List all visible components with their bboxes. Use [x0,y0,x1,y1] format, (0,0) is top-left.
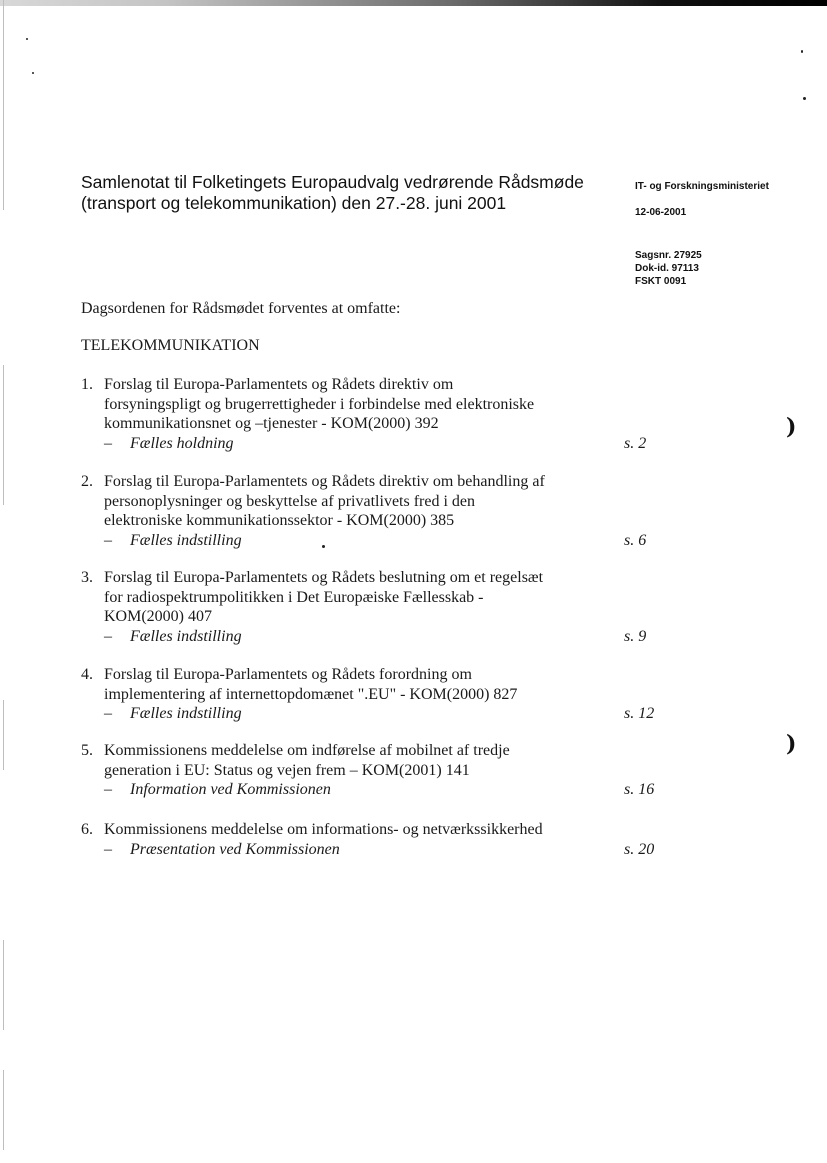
title-line: (transport og telekommunikation) den 27.-28. juni 2001 [81,193,507,213]
document-date: 12-06-2001 [635,207,687,218]
reference-block [635,249,702,288]
case-number: Sagsnr. 27925 [635,250,702,261]
page-reference: s. 9 [624,627,647,645]
dash-bullet: – [104,434,112,452]
scan-left-edge-line [3,365,4,505]
agenda-item-status [104,531,584,551]
agenda-item-number: 1. [81,376,93,393]
status-label: Fælles indstilling [130,627,242,645]
status-label: Information ved Kommissionen [130,781,331,798]
document-id: Dok-id. 97113 [635,263,699,274]
agenda-intro: Dagsordenen for Rådsmødet forventes at omfatte: [81,300,401,317]
margin-bracket-mark: ) [786,414,797,440]
scan-left-edge-line [3,1070,4,1150]
dash-bullet: – [104,840,112,858]
scan-speck [32,72,34,74]
section-title: TELEKOMMUNIKATION [81,337,260,354]
dash-bullet: – [104,705,112,722]
margin-bracket-mark: ) [786,731,797,757]
title-line: Samlenotat til Folketingets Europaudvalg vedrørende Rådsmøde [81,172,584,192]
agenda-item [81,472,721,550]
agenda-item-text: personoplysninger og beskyttelse af privatlivets fred i den [104,492,476,510]
agenda-item-number: 3. [81,569,93,586]
status-label: Fælles holdning [130,434,234,452]
scan-left-edge-line [3,0,4,210]
agenda-item-text: Forslag til Europa-Parlamentets og Rådets forordning om [104,666,472,683]
file-code: FSKT 0091 [635,276,687,287]
agenda-item-status [104,434,584,454]
page-reference: s. 20 [624,840,655,858]
status-label: Fælles indstilling [130,531,242,549]
scan-left-edge-line [3,700,4,770]
agenda-item-number: 6. [81,821,93,838]
agenda-item-number: 5. [81,742,93,759]
agenda-item-number: 4. [81,666,93,683]
agenda-item-text: kommunikationsnet og –tjenester - KOM(2000) 392 [104,415,439,432]
page-reference: s. 16 [624,780,655,798]
agenda-item-status [104,704,584,724]
agenda-item-status [104,627,584,647]
agenda-item-text: Kommissionens meddelelse om indførelse af mobilnet af tredje [104,742,510,759]
scan-top-edge [0,0,827,6]
agenda-item-text: for radiospektrumpolitikken i Det Europæiske Fællesskab - [104,588,484,606]
agenda-item-number: 2. [81,473,93,490]
scan-speck [801,50,803,53]
scan-speck [803,97,806,100]
scan-left-edge-line [3,940,4,1030]
agenda-item-text: elektroniske kommunikationssektor - KOM(2000) 385 [104,512,455,529]
agenda-item-text: forsyningspligt og brugerrettigheder i forbindelse med elektroniske [104,395,535,413]
status-label: Præsentation ved Kommissionen [130,840,340,858]
dash-bullet: – [104,781,112,798]
status-label: Fælles indstilling [130,705,242,722]
page-reference: s. 2 [624,434,647,452]
agenda-item-text: implementering af internettopdomænet ".EU" - KOM(2000) 827 [104,685,518,703]
agenda-item-status [104,780,584,800]
agenda-item-text: Forslag til Europa-Parlamentets og Rådets direktiv om [104,376,454,393]
agenda-item [81,568,721,646]
agenda-item [81,665,721,723]
agenda-item-text: generation i EU: Status og vejen frem – KOM(2001) 141 [104,761,470,779]
dash-bullet: – [104,531,112,549]
agenda-item [81,375,721,453]
agenda-item-text: Forslag til Europa-Parlamentets og Rådets beslutning om et regelsæt [104,569,544,586]
agenda-item-text: Kommissionens meddelelse om informations- og netværkssikkerhed [104,821,543,838]
agenda-item-text: Forslag til Europa-Parlamentets og Rådets direktiv om behandling af [104,473,545,490]
ministry-name: IT- og Forskningsministeriet [635,181,769,192]
dash-bullet: – [104,627,112,645]
page-reference: s. 12 [624,704,655,722]
scan-speck [26,38,28,40]
agenda-item [81,820,721,859]
agenda-item-text: KOM(2000) 407 [104,608,212,625]
document-title [81,172,601,214]
page-reference: s. 6 [624,531,647,549]
agenda-item-status [104,840,584,860]
agenda-item [81,741,721,799]
